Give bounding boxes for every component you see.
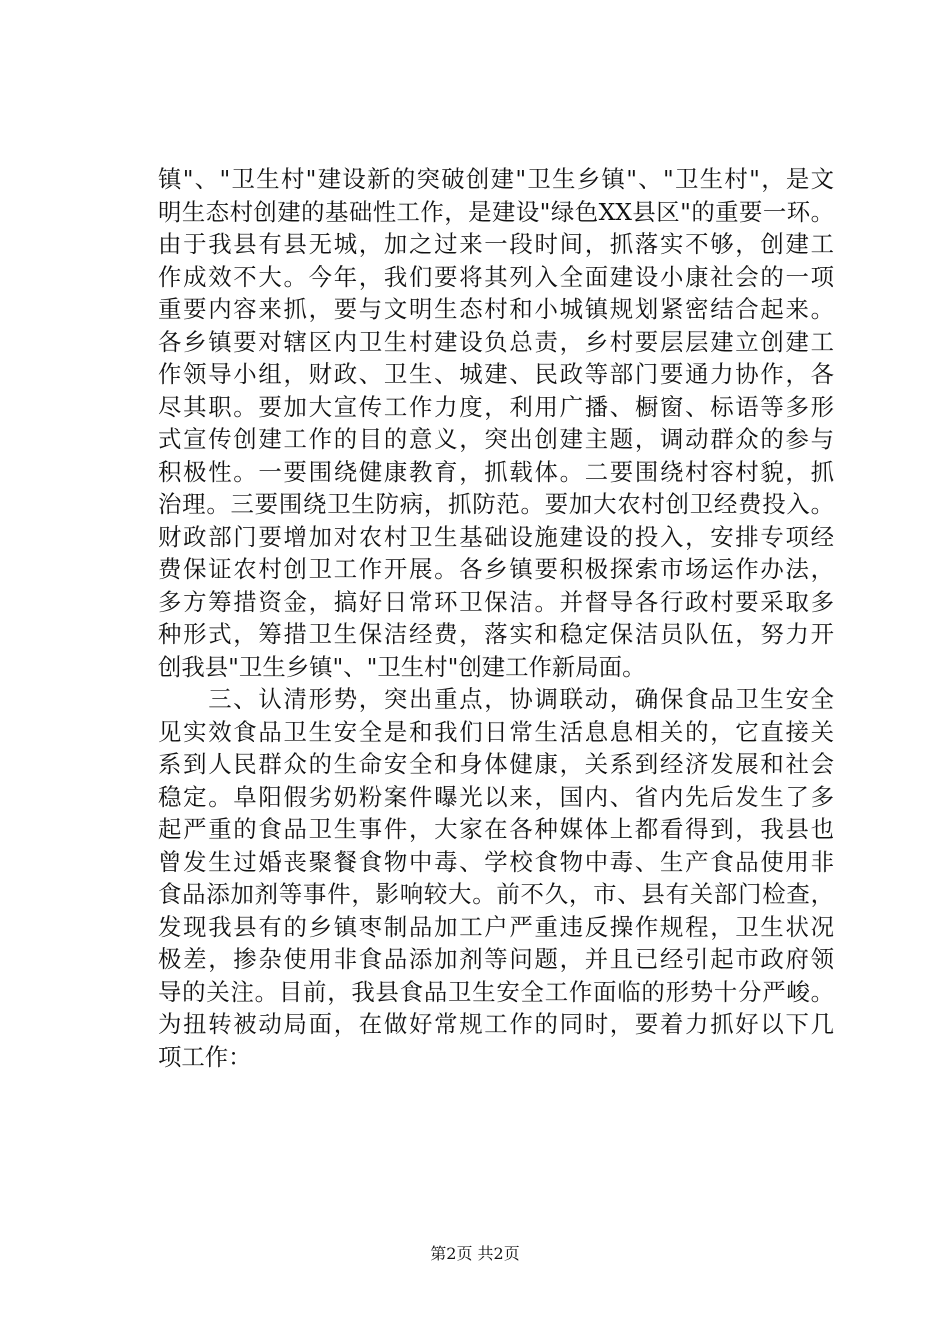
text-line: 镇"、"卫生村"建设新的突破创建"卫生乡镇"、"卫生村"，是文 xyxy=(158,165,834,193)
text-line: 由于我县有县无城，加之过来一段时间，抓落实不够，创建工 xyxy=(158,230,834,258)
text-line: 起严重的食品卫生事件，大家在各种媒体上都看得到，我县也 xyxy=(158,815,834,843)
text-line: 财政部门要增加对农村卫生基础设施建设的投入，安排专项经 xyxy=(158,522,834,551)
text-line: 见实效食品卫生安全是和我们日常生活息息相关的，它直接关 xyxy=(158,717,834,746)
text-line: 为扭转被动局面，在做好常规工作的同时，要着力抓好以下几 xyxy=(158,1010,834,1038)
body-text xyxy=(158,163,834,1073)
text-line: 作领导小组，财政、卫生、城建、民政等部门要通力协作，各 xyxy=(158,360,834,388)
text-line: 治理。三要围绕卫生防病，抓防范。要加大农村创卫经费投入。 xyxy=(158,490,834,518)
text-line: 三、认清形势，突出重点，协调联动，确保食品卫生安全 xyxy=(158,685,834,713)
text-line: 发现我县有的乡镇枣制品加工户严重违反操作规程，卫生状况 xyxy=(158,912,834,941)
text-line: 明生态村创建的基础性工作，是建设"绿色XX县区"的重要一环。 xyxy=(158,197,834,226)
text-line: 种形式，筹措卫生保洁经费，落实和稳定保洁员队伍，努力开 xyxy=(158,620,834,648)
text-line: 式宣传创建工作的目的意义，突出创建主题，调动群众的参与 xyxy=(158,425,834,453)
text-line: 系到人民群众的生命安全和身体健康，关系到经济发展和社会 xyxy=(158,750,834,778)
text-line: 多方筹措资金，搞好日常环卫保洁。并督导各行政村要采取多 xyxy=(158,587,834,616)
text-line: 尽其职。要加大宣传工作力度，利用广播、橱窗、标语等多形 xyxy=(158,392,834,421)
page-footer: 第2页 共2页 xyxy=(430,1244,520,1263)
text-line: 作成效不大。今年，我们要将其列入全面建设小康社会的一项 xyxy=(158,262,834,291)
text-line: 曾发生过婚丧聚餐食物中毒、学校食物中毒、生产食品使用非 xyxy=(158,847,834,876)
text-line: 项工作： xyxy=(158,1042,252,1071)
text-line: 各乡镇要对辖区内卫生村建设负总责，乡村要层层建立创建工 xyxy=(158,327,834,356)
text-line: 稳定。阜阳假劣奶粉案件曝光以来，国内、省内先后发生了多 xyxy=(158,782,834,811)
text-line: 极差，掺杂使用非食品添加剂等问题，并且已经引起市政府领 xyxy=(158,945,834,973)
text-line: 食品添加剂等事件，影响较大。前不久，市、县有关部门检查， xyxy=(158,880,834,908)
text-line: 积极性。一要围绕健康教育，抓载体。二要围绕村容村貌，抓 xyxy=(158,457,834,486)
text-line: 导的关注。目前，我县食品卫生安全工作面临的形势十分严峻。 xyxy=(158,977,834,1006)
text-line: 创我县"卫生乡镇"、"卫生村"创建工作新局面。 xyxy=(158,652,646,681)
text-line: 费保证农村创卫工作开展。各乡镇要积极探索市场运作办法， xyxy=(158,555,834,583)
text-line: 重要内容来抓，要与文明生态村和小城镇规划紧密结合起来。 xyxy=(158,295,834,323)
